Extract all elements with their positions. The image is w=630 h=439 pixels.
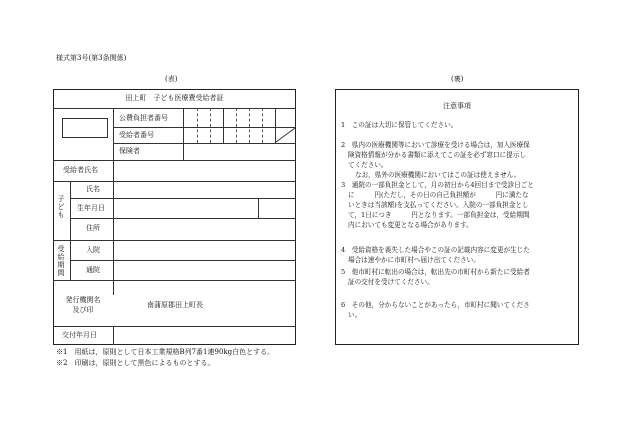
note-line: てください。 bbox=[348, 161, 388, 169]
note-line: い。 bbox=[348, 311, 362, 319]
photo-box bbox=[62, 118, 108, 138]
footnote-2: ※2 印刷は，原則として黒色によるものとする。 bbox=[56, 359, 215, 367]
address-label: 住所 bbox=[86, 224, 100, 232]
note-line: 険資格情報が分かる書類に添えてこの証を必ず窓口に提示し bbox=[348, 151, 527, 159]
notes-title: 注意事項 bbox=[443, 102, 471, 110]
child-name-label: 氏名 bbox=[86, 185, 100, 193]
note-line: 3 通院の一部負担金として，月の初日から4回目まで受診日ごと bbox=[341, 181, 534, 189]
note-line: 1 この証は大切に保管してください。 bbox=[341, 121, 458, 129]
inpatient-label: 入院 bbox=[86, 246, 100, 254]
note-line: 場合は速やかに市町村へ届け出てください。 bbox=[348, 256, 480, 264]
card-title: 田上町 子ども医療費受給者証 bbox=[125, 94, 224, 102]
note-line: なお，県外の医療機関においてはこの証は使えません。 bbox=[355, 171, 521, 179]
recipient-number-label: 受給者番号 bbox=[119, 131, 154, 139]
birthdate-label: 生年月日 bbox=[77, 204, 105, 212]
issue-date-label: 交付年月日 bbox=[62, 331, 97, 339]
note-line: 内においても変更となる場合があります。 bbox=[348, 221, 473, 229]
issuer-value: 南蒲原郡田上町長 bbox=[147, 301, 203, 309]
note-line: て，1日につき 円となります。一部負担金は，受給期間 bbox=[348, 211, 530, 219]
issuer-label-2: 及び印 bbox=[72, 306, 94, 314]
note-line: 4 受給資格を喪失した場合やこの証の記載内容に変更が生じた bbox=[341, 246, 530, 254]
child-group-label: 子ども bbox=[57, 195, 65, 219]
form-number: 様式第3号(第3条関係) bbox=[56, 54, 127, 62]
note-line: 6 その他，分からないことがあったら，市町村に聞いてくださ bbox=[341, 301, 530, 309]
note-line: 証の交付を受けてください。 bbox=[348, 278, 434, 286]
recipient-name-label: 受給者氏名 bbox=[63, 166, 98, 174]
insurer-label: 保険者 bbox=[119, 147, 140, 155]
outpatient-label: 通院 bbox=[86, 266, 100, 274]
footnote-1: ※1 用紙は，原則として日本工業規格B列7番1連90kg白色とする。 bbox=[56, 348, 275, 356]
period-group-label: 受給期間 bbox=[57, 245, 65, 277]
note-line: 2 県内の医療機関等において診療を受ける場合は，加入医療保 bbox=[341, 141, 530, 149]
check-digit-slash bbox=[275, 127, 296, 143]
note-line: 5 他市町村に転出の場合は，転出先の市町村から新たに受給者 bbox=[341, 268, 530, 276]
issuer-label-1: 発行機関名 bbox=[65, 296, 101, 304]
payer-number-label: 公費負担者番号 bbox=[119, 114, 168, 122]
back-side-label: (裏) bbox=[451, 75, 464, 83]
note-line: に 円(ただし，その日の自己負担額が 円に満たな bbox=[348, 191, 529, 199]
front-side-label: (表) bbox=[165, 75, 178, 83]
note-line: いときは当該額)を支払ってください。入院の一部負担金とし bbox=[348, 201, 529, 209]
